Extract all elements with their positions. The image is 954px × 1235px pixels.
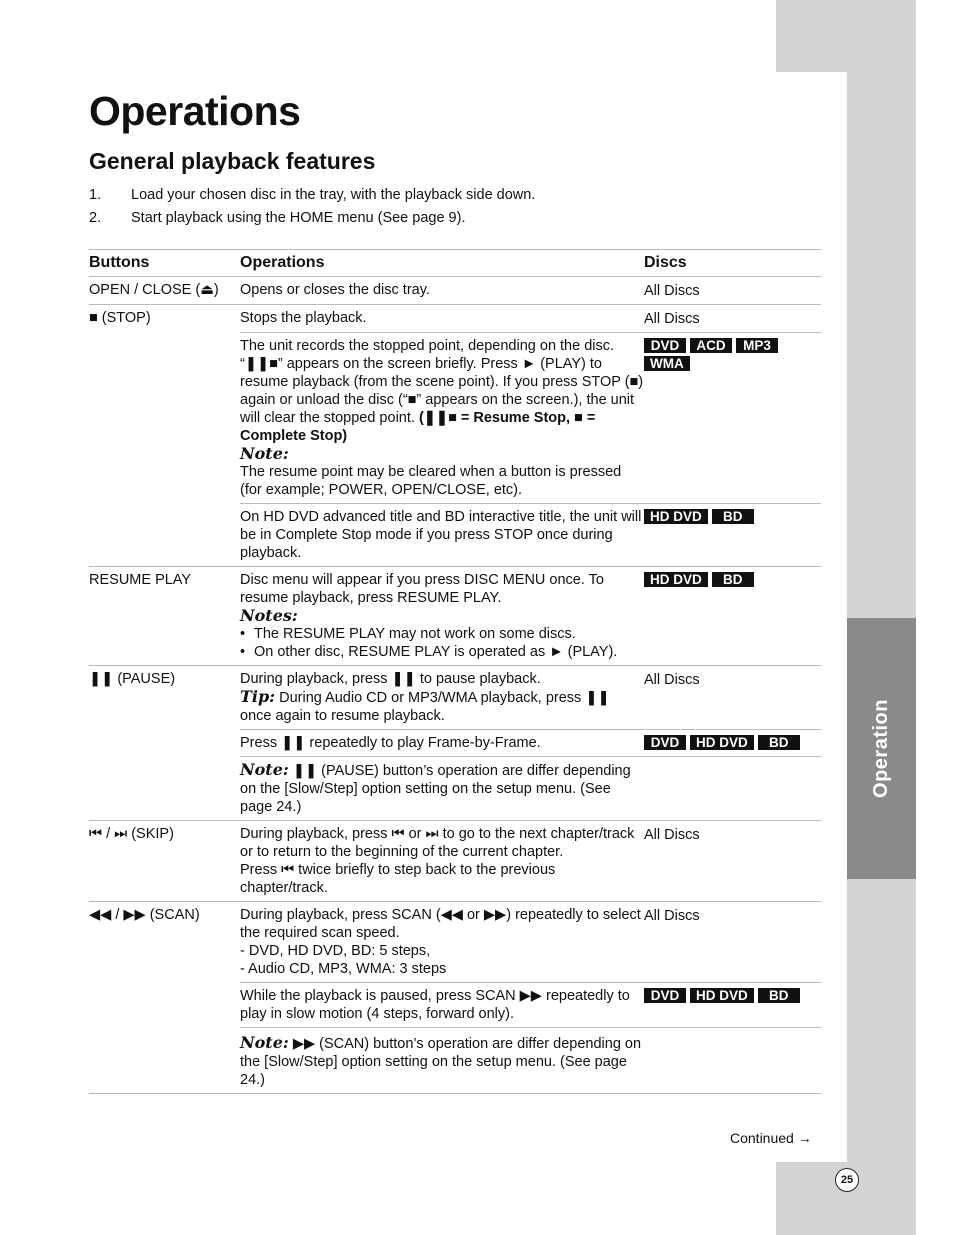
disc-badge: HD DVD (644, 572, 708, 587)
section-title: General playback features (89, 148, 376, 174)
operation-cell (240, 1028, 644, 1093)
operation-cell: During playback, press ❚❚ to pause playback. Tip: During Audio CD or MP3/WMA playback, press ❚❚ once again to resume playback. (240, 671, 610, 724)
section-tab-label: Operation (870, 699, 893, 798)
table-row-pause (89, 666, 821, 821)
note-label: Note: (240, 444, 289, 463)
tip-label: Tip: (240, 687, 276, 706)
table-header (89, 250, 821, 277)
continued-label: Continued → (730, 1130, 812, 1146)
operation-cell: Press ❚❚ repeatedly to play Frame-by-Frame. (240, 735, 541, 751)
note-text: ❚❚ (PAUSE) button’s operation are differ depending on the [Slow/Step] option setting on the setup menu. (See page 24.) (240, 763, 631, 815)
disc-badge: ACD (690, 338, 732, 353)
operation-cell (240, 757, 644, 820)
table-row-skip (89, 821, 821, 902)
button-cell: ■ (STOP) (89, 310, 151, 326)
page-number: 25 (835, 1168, 859, 1192)
operation-cell: On HD DVD advanced title and BD interactive title, the unit will be in Complete Stop mode if you press STOP once during playback. (240, 509, 642, 561)
note-label: Note: (240, 760, 289, 779)
table-row-scan (89, 902, 821, 1094)
operation-cell: The unit records the stopped point, depending on the disc. “❚❚■” appears on the screen briefly. Press ► (PLAY) to resume playback (from the scene point). If you press STOP (■) again or unload the disc (“■” appears on the screen.), the unit will clear the stopped point. (❚❚■ = Resume Stop, ■ = Complete Stop) Note: The resume point may be cleared when a button is pressed (for example; POWER, OPEN/CLOSE, etc). (240, 338, 644, 498)
table-row-resume-play (89, 567, 821, 666)
table-row-stop (89, 305, 821, 567)
discs-cell: All Discs (644, 283, 700, 299)
disc-badge: DVD (644, 338, 686, 353)
disc-badge: HD DVD (644, 509, 708, 524)
notes-label: Notes: (240, 606, 298, 625)
disc-badge: MP3 (736, 338, 778, 353)
discs-cell (644, 730, 821, 756)
discs-cell: All Discs (644, 827, 700, 843)
operation-cell: Opens or closes the disc tray. (240, 282, 430, 298)
steps-list (89, 183, 535, 229)
operation-cell: Disc menu will appear if you press DISC MENU once. To resume playback, press RESUME PLAY. Notes: • The RESUME PLAY may not work on some discs. • On other disc, RESUME PLAY is operated as ► (PLAY). (240, 567, 644, 665)
disc-badge: BD (712, 509, 754, 524)
discs-cell (644, 333, 821, 503)
discs-cell: All Discs (644, 311, 700, 327)
operation-cell: While the playback is paused, press SCAN ▶▶ repeatedly to play in slow motion (4 steps, forward only). (240, 988, 630, 1022)
discs-cell (644, 983, 821, 1027)
disc-badge: HD DVD (690, 735, 754, 750)
list-item: • On other disc, RESUME PLAY is operated as ► (PLAY). (254, 643, 644, 661)
discs-cell: All Discs (644, 672, 700, 688)
button-cell: OPEN / CLOSE (⏏) (89, 282, 219, 298)
discs-cell (644, 567, 821, 665)
disc-badge: HD DVD (690, 988, 754, 1003)
note-text: The resume point may be cleared when a button is pressed (for example; POWER, OPEN/CLOSE, etc). (240, 464, 622, 498)
disc-badge: BD (758, 988, 800, 1003)
side-tab-top (776, 0, 916, 72)
side-strip (847, 72, 916, 1162)
disc-badge: WMA (644, 356, 690, 371)
button-cell: ❚❚ (PAUSE) (89, 671, 176, 687)
operation-cell: Stops the playback. (240, 310, 367, 326)
step-item: 2. Start playback using the HOME menu (See page 9). (89, 209, 466, 226)
disc-badge: DVD (644, 988, 686, 1003)
disc-badge: BD (712, 572, 754, 587)
notes-list (240, 625, 644, 661)
note-text: ▶▶ (SCAN) button’s operation are differ depending on the [Slow/Step] option setting on the setup menu. (See page 24.) (240, 1036, 642, 1088)
button-cell: ⏮ / ⏭ (SKIP) (89, 826, 174, 842)
header-operations: Operations (240, 254, 325, 271)
header-discs: Discs (644, 254, 687, 271)
button-cell: ◀◀ / ▶▶ (SCAN) (89, 907, 200, 923)
operation-cell: During playback, press SCAN (◀◀ or ▶▶) repeatedly to select the required scan speed. - DVD, HD DVD, BD: 5 steps, - Audio CD, MP3, WMA: 3 steps (240, 907, 641, 977)
discs-cell: All Discs (644, 908, 700, 924)
table-row-open-close (89, 277, 821, 305)
button-cell: RESUME PLAY (89, 572, 192, 588)
page-title: Operations (89, 88, 301, 134)
discs-cell (644, 504, 821, 566)
list-item: • The RESUME PLAY may not work on some discs. (254, 625, 644, 643)
operations-table (89, 249, 821, 1094)
operation-cell: During playback, press ⏮ or ⏭ to go to the next chapter/track or to return to the beginning of the current chapter. Press ⏮ twice briefly to step back to the previous chapter/track. (240, 826, 635, 896)
disc-badge: BD (758, 735, 800, 750)
header-buttons: Buttons (89, 254, 150, 271)
note-label: Note: (240, 1033, 289, 1052)
step-item: 1. Load your chosen disc in the tray, with the playback side down. (89, 186, 536, 203)
disc-badge: DVD (644, 735, 686, 750)
